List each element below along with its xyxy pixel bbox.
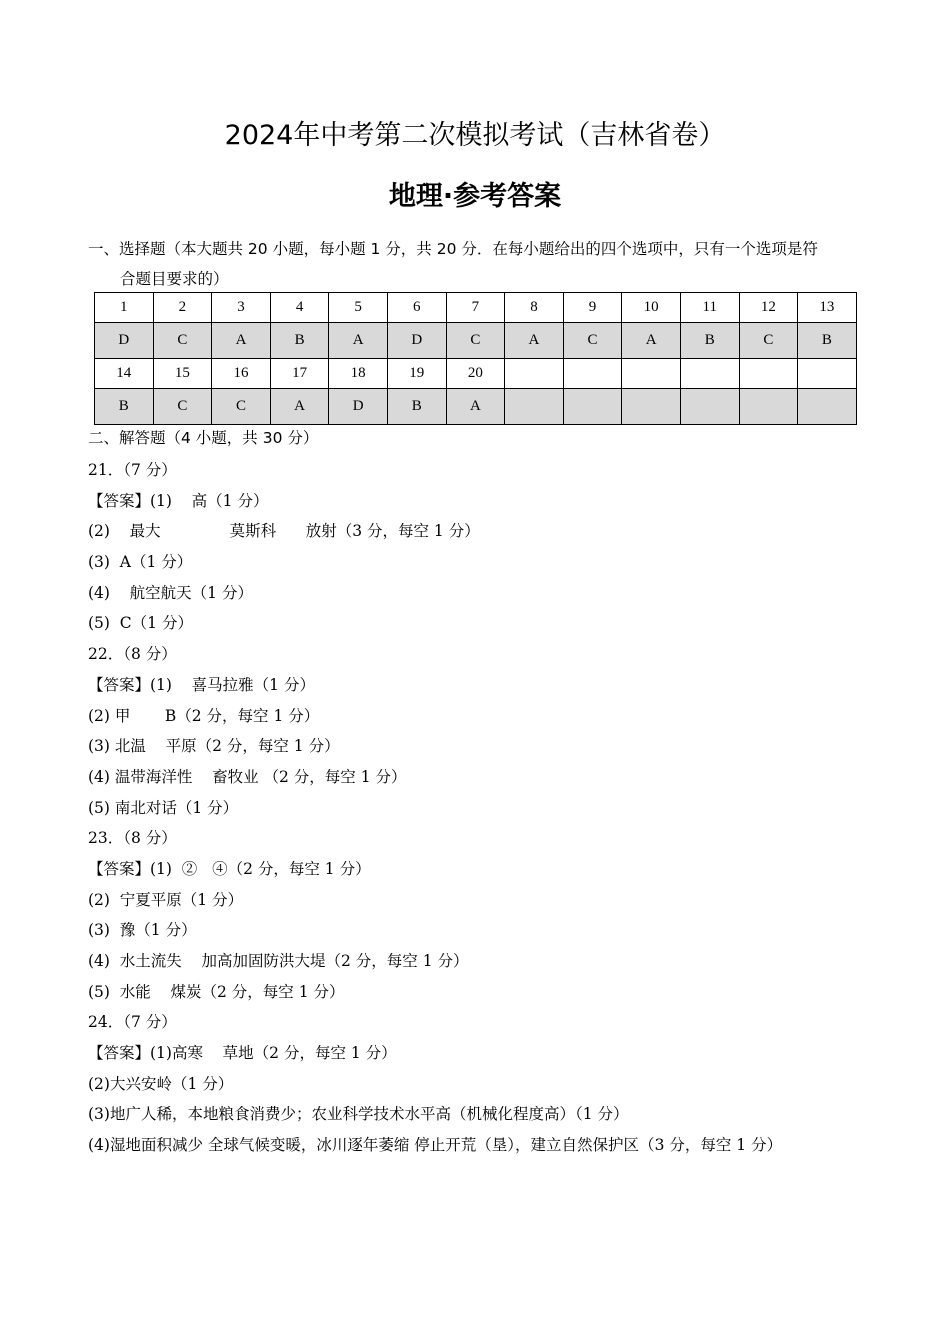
question-number-cell: 8	[505, 293, 564, 323]
answer-line: 22．（8 分）	[88, 645, 177, 664]
answer-line: (3) A（1 分）	[88, 553, 193, 572]
answer-cell: D	[329, 389, 388, 425]
answer-table-number-row	[95, 359, 857, 389]
answer-table	[94, 292, 857, 425]
question-number-cell: 18	[329, 359, 388, 389]
answer-cell	[505, 389, 564, 425]
answer-line: 【答案】(1) 高（1 分）	[88, 491, 269, 510]
document-title: 2024年中考第二次模拟考试（吉林省卷）	[224, 120, 726, 151]
answer-line: (5) 水能 煤炭（2 分，每空 1 分）	[88, 982, 345, 1001]
question-number-cell: 6	[387, 293, 446, 323]
answer-cell: B	[270, 323, 329, 359]
answer-cell	[622, 389, 681, 425]
answer-cell: A	[329, 323, 388, 359]
answer-cell: B	[680, 323, 739, 359]
question-number-cell	[622, 359, 681, 389]
question-number-cell	[798, 359, 857, 389]
question-number-cell	[680, 359, 739, 389]
question-number-cell: 13	[798, 293, 857, 323]
answer-cell: D	[387, 323, 446, 359]
question-number-cell: 2	[153, 293, 212, 323]
answer-cell	[798, 389, 857, 425]
answer-line: (3) 豫（1 分）	[88, 921, 197, 940]
answer-line: 23．（8 分）	[88, 829, 177, 848]
answer-line: (2)大兴安岭（1 分）	[88, 1074, 234, 1093]
answer-cell: A	[270, 389, 329, 425]
answer-line: (4) 水土流失 加高加固防洪大堤（2 分，每空 1 分）	[88, 952, 469, 970]
answer-line: (2) 甲 B（2 分，每空 1 分）	[88, 706, 320, 725]
answer-line: 21．（7 分）	[88, 461, 177, 479]
answer-line: 【答案】(1)高寒 草地（2 分，每空 1 分）	[88, 1044, 397, 1063]
question-number-cell: 11	[680, 293, 739, 323]
answer-cell: C	[563, 323, 622, 359]
question-number-cell	[739, 359, 798, 389]
question-number-cell	[563, 359, 622, 389]
question-number-cell: 9	[563, 293, 622, 323]
answer-cell: A	[446, 389, 505, 425]
answer-cell: C	[153, 389, 212, 425]
answer-cell	[680, 389, 739, 425]
question-number-cell: 15	[153, 359, 212, 389]
section2-heading: 二、解答题（4 小题，共 30 分）	[88, 429, 319, 447]
question-number-cell: 1	[95, 293, 154, 323]
answer-table-answer-row	[95, 323, 857, 359]
section1-heading	[88, 234, 868, 294]
question-number-cell: 12	[739, 293, 798, 323]
answer-cell: C	[212, 389, 271, 425]
answer-cell: B	[798, 323, 857, 359]
answer-cell	[739, 389, 798, 425]
answer-cell: A	[212, 323, 271, 359]
answer-cell: C	[739, 323, 798, 359]
answer-table-number-row	[95, 293, 857, 323]
answer-line: (3)地广人稀，本地粮食消费少；农业科学技术水平高（机械化程度高）（1 分）	[88, 1105, 629, 1124]
answer-cell	[563, 389, 622, 425]
answer-lines	[88, 455, 868, 1160]
answer-line: (5) C（1 分）	[88, 614, 193, 633]
answer-cell: B	[387, 389, 446, 425]
answer-cell: C	[153, 323, 212, 359]
section1-heading-line1: 一、选择题（本大题共 20 小题，每小题 1 分，共 20 分．在每小题给出的四个选项中，只有一个选项是符	[88, 240, 818, 258]
document-subtitle: 地理·参考答案	[388, 181, 562, 212]
answer-cell: A	[505, 323, 564, 359]
answer-cell: C	[446, 323, 505, 359]
question-number-cell: 5	[329, 293, 388, 323]
question-number-cell: 7	[446, 293, 505, 323]
answer-cell: A	[622, 323, 681, 359]
answer-cell: D	[95, 323, 154, 359]
answer-line: 【答案】(1) ② ④（2 分，每空 1 分）	[88, 859, 371, 878]
answer-line: (4) 温带海洋性 畜牧业 （2 分，每空 1 分）	[88, 767, 407, 786]
answer-line: 24．（7 分）	[88, 1013, 177, 1032]
answer-line: (5) 南北对话（1 分）	[88, 798, 239, 817]
question-number-cell: 20	[446, 359, 505, 389]
answer-line: 【答案】(1) 喜马拉雅（1 分）	[88, 675, 315, 694]
question-number-cell	[505, 359, 564, 389]
question-number-cell: 3	[212, 293, 271, 323]
answer-line: (4) 航空航天（1 分）	[88, 583, 253, 602]
answer-line: (2) 宁夏平原（1 分）	[88, 890, 244, 909]
question-number-cell: 17	[270, 359, 329, 389]
answer-line: (2) 最大 莫斯科 放射（3 分，每空 1 分）	[88, 522, 480, 541]
question-number-cell: 10	[622, 293, 681, 323]
answer-table-answer-row	[95, 389, 857, 425]
answer-cell: B	[95, 389, 154, 425]
question-number-cell: 19	[387, 359, 446, 389]
question-number-cell: 4	[270, 293, 329, 323]
section1-heading-line2: 合题目要求的）	[120, 270, 229, 288]
question-number-cell: 14	[95, 359, 154, 389]
answer-line: (3) 北温 平原（2 分，每空 1 分）	[88, 737, 340, 756]
question-number-cell: 16	[212, 359, 271, 389]
answer-line: (4)湿地面积减少 全球气候变暖，冰川逐年萎缩 停止开荒（垦），建立自然保护区（3 分，每空 1 分）	[88, 1136, 783, 1155]
